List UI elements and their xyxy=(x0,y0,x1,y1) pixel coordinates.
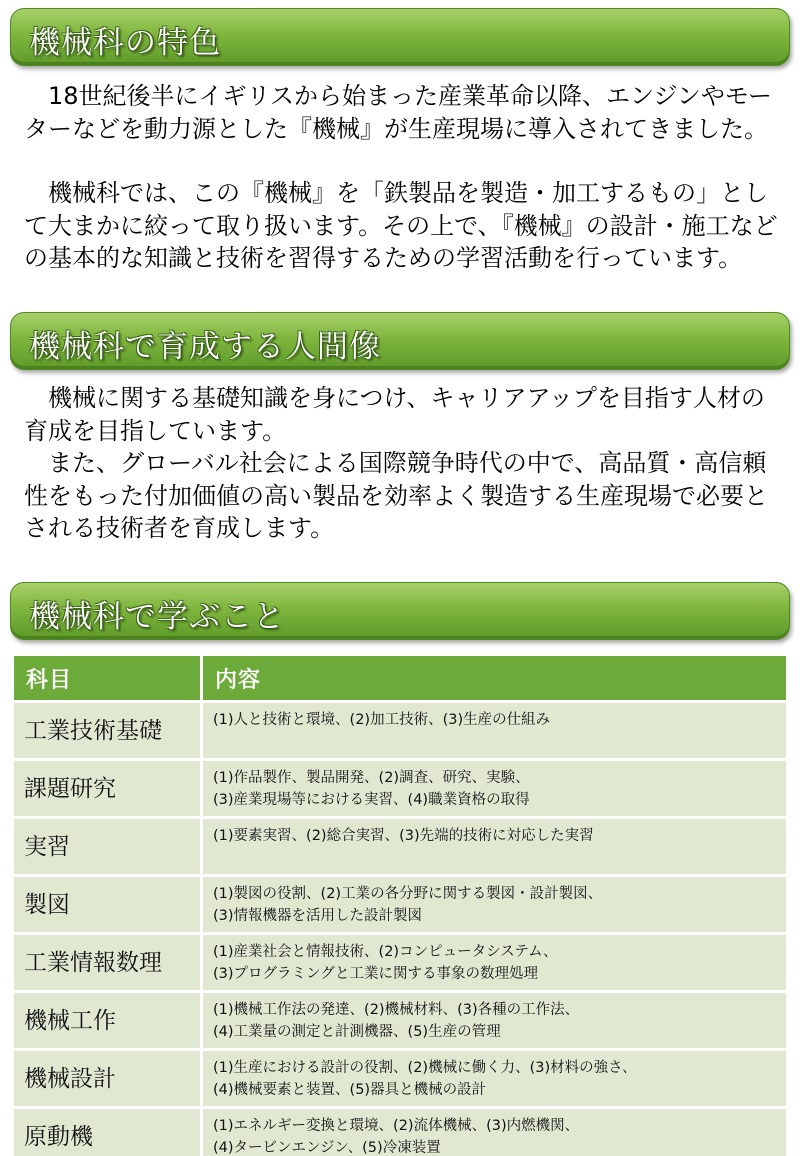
content-line: (1)産業社会と情報技術、(2)コンピュータシステム、 xyxy=(213,944,558,960)
content-line: (1)エネルギー変換と環境、(2)流体機械、(3)内燃機関、 xyxy=(213,1118,580,1134)
section-banner-curriculum xyxy=(10,582,790,640)
subject-name: 製図 xyxy=(14,877,200,932)
content-line: (4)機械要素と装置、(5)器具と機械の設計 xyxy=(213,1082,487,1098)
subject-content xyxy=(200,1109,786,1156)
content-line: (1)生産における設計の役割、(2)機械に働く力、(3)材料の強さ、 xyxy=(213,1060,637,1076)
section-title: 機械科で学ぶこと xyxy=(29,599,285,635)
table-row xyxy=(14,877,786,932)
header-subject: 科目 xyxy=(14,656,200,700)
header-content: 内容 xyxy=(200,656,786,700)
paragraph: 機械科では、この『機械』を「鉄製品を製造・加工するもの」として大まかに絞って取り扱います。その上で、『機械』の設計・施工などの基本的な知識と技術を習得するための学習活動を行っています。 xyxy=(24,179,778,272)
paragraph: 18世紀後半にイギリスから始まった産業革命以降、エンジンやモーターなどを動力源とした『機械』が生産現場に導入されてきました。 xyxy=(24,82,772,143)
paragraph: 機械に関する基礎知識を身につけ、キャリアアップを目指す人材の育成を目指しています。 xyxy=(24,384,765,445)
subject-content xyxy=(200,703,786,758)
content-line: (1)要素実習、(2)総合実習、(3)先端的技術に対応した実習 xyxy=(213,828,594,844)
subjects-table xyxy=(14,653,786,1156)
section-banner-ideal-person xyxy=(10,312,790,370)
subject-name: 機械設計 xyxy=(14,1051,200,1106)
content-line: (1)製図の役割、(2)工業の各分野に関する製図・設計製図、 xyxy=(213,886,603,902)
section-title: 機械科で育成する人間像 xyxy=(29,329,381,365)
subject-content xyxy=(200,935,786,990)
content-line: (3)プログラミングと工業に関する事象の数理処理 xyxy=(213,966,539,982)
content-line: (4)タービンエンジン、(5)冷凍装置 xyxy=(213,1140,441,1156)
subject-content xyxy=(200,993,786,1048)
content-line: (1)人と技術と環境、(2)加工技術、(3)生産の仕組み xyxy=(213,712,551,728)
table-row xyxy=(14,993,786,1048)
table-row xyxy=(14,1109,786,1156)
subject-name: 課題研究 xyxy=(14,761,200,816)
content-line: (3)情報機器を活用した設計製図 xyxy=(213,908,423,924)
content-line: (1)機械工作法の発達、(2)機械材料、(3)各種の工作法、 xyxy=(213,1002,580,1018)
subject-content xyxy=(200,877,786,932)
subject-name: 原動機 xyxy=(14,1109,200,1156)
content-line: (1)作品製作、製品開発、(2)調査、研究、実験、 xyxy=(213,770,530,786)
paragraph: また、グローバル社会による国際競争時代の中で、高品質・高信頼性をもった付加価値の高い製品を効率よく製造する生産現場で必要とされる技術者を育成します。 xyxy=(24,449,768,542)
table-row xyxy=(14,935,786,990)
table-row xyxy=(14,1051,786,1106)
table-row xyxy=(14,819,786,874)
table-row xyxy=(14,761,786,816)
subject-content xyxy=(200,819,786,874)
table-header-row xyxy=(14,656,786,700)
subject-content xyxy=(200,1051,786,1106)
subject-name: 実習 xyxy=(14,819,200,874)
subject-name: 機械工作 xyxy=(14,993,200,1048)
subject-content xyxy=(200,761,786,816)
subject-name: 工業情報数理 xyxy=(14,935,200,990)
subject-name: 工業技術基礎 xyxy=(14,703,200,758)
content-line: (3)産業現場等における実習、(4)職業資格の取得 xyxy=(213,792,530,808)
section-banner-features xyxy=(10,8,790,66)
table-row xyxy=(14,703,786,758)
content-line: (4)工業量の測定と計測機器、(5)生産の管理 xyxy=(213,1024,501,1040)
section-title: 機械科の特色 xyxy=(29,25,221,61)
